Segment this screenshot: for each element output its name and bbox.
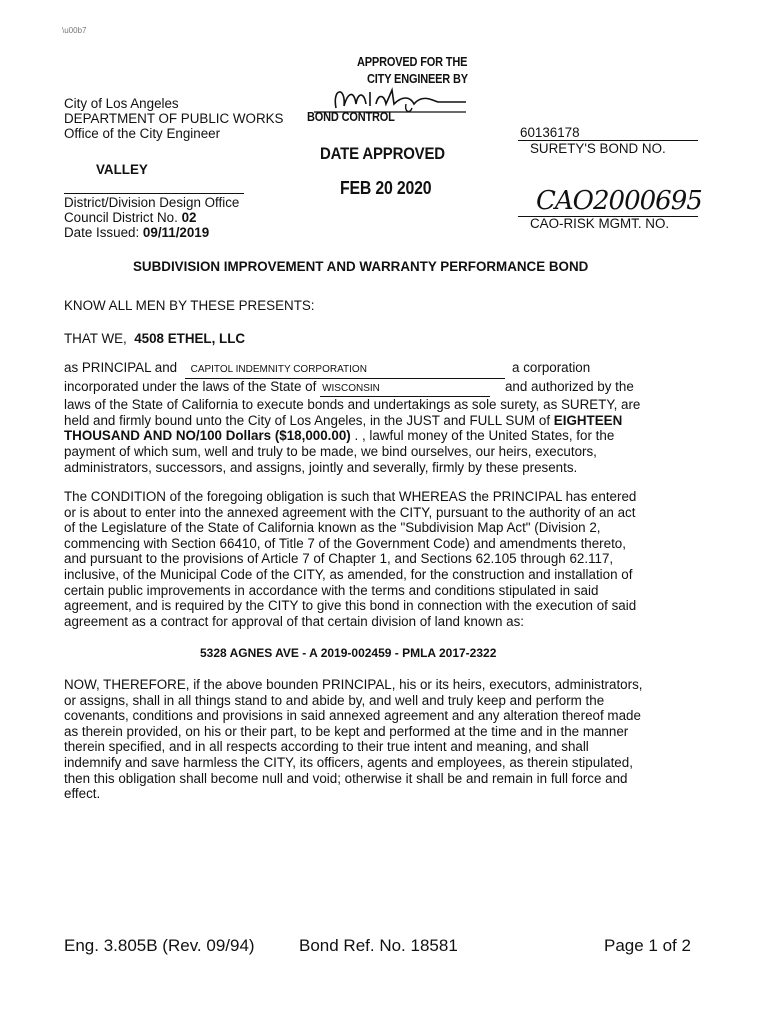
know-all-men: KNOW ALL MEN BY THESE PRESENTS: [64, 298, 315, 313]
surety-cao-label: CAO-RISK MGMT. NO. [530, 216, 670, 231]
council-label: Council District No. [64, 210, 178, 225]
stamp-bond-control: BOND CONTROL [307, 110, 395, 124]
p1-sum-amount: THOUSAND AND NO/100 Dollars ($18,000.00) [64, 428, 351, 444]
p2-line: agreement, and is required by the CITY to give this bond in connection with the execution of said [64, 598, 637, 614]
footer-bond-ref: Bond Ref. No. 18581 [299, 936, 458, 955]
office-city: City of Los Angeles [64, 96, 179, 111]
council-value: 02 [181, 210, 197, 225]
p1-lawful-money: . , lawful money of the United States, for the [354, 428, 615, 444]
stamp-date-approved: DATE APPROVED [320, 144, 445, 163]
surety-name-field [185, 360, 505, 379]
office-district: VALLEY [96, 162, 148, 177]
p3-line: as therein provided, on his or their part, to be kept and performed at the time and in the manner [64, 723, 629, 739]
stamp-approved-line1: APPROVED FOR THE [357, 55, 468, 69]
p2-line: and pursuant to the provisions of Article 7 of Chapter 1, and Sections 62.105 through 62.117, [64, 551, 614, 567]
p1-sum-words-start: EIGHTEEN [553, 412, 623, 428]
surety-name: CAPITOL INDEMNITY CORPORATION [190, 364, 367, 375]
district-underline [64, 193, 244, 194]
p3-line: effect. [64, 786, 101, 802]
footer-page: Page 1 of 2 [604, 936, 691, 955]
p1-as-principal: as PRINCIPAL and [64, 360, 178, 375]
document-title: SUBDIVISION IMPROVEMENT AND WARRANTY PERFORMANCE BOND [133, 259, 589, 274]
office-department: DEPARTMENT OF PUBLIC WORKS [64, 111, 284, 126]
p2-line: The CONDITION of the foregoing obligation is such that WHEREAS the PRINCIPAL has entered [64, 489, 637, 504]
cao-number-handwritten: CAO2000695 [536, 186, 702, 216]
p3-line: indemnify and save harmless the CITY, its officers, agents and employees, as therein stipulated, [64, 754, 633, 770]
paragraph-principal-surety [64, 360, 704, 475]
p1-line6: payment of which sum, well and truly to be made, we bind ourselves, our heirs, executors, [64, 443, 597, 459]
that-we-label: THAT WE, [64, 331, 127, 346]
surety-bond-no: 60136178 [520, 125, 580, 140]
p2-line: certain public improvements in accordance with the terms and conditions stipulated in said [64, 582, 599, 598]
date-issued-label: Date Issued: [64, 225, 140, 240]
principal-name: 4508 ETHEL, LLC [134, 331, 246, 346]
stamp-approved-line2: CITY ENGINEER BY [367, 72, 468, 86]
p1-line7: administrators, successors, and assigns, jointly and severally, firmly by these presents. [64, 459, 578, 475]
p3-line: therein specified, and in all respects according to their true intent and meaning, and shall [64, 739, 589, 755]
paragraph-now-therefore [64, 677, 704, 802]
p1-line3: laws of the State of California to execute bonds and undertakings as sole surety, as SURETY, are [64, 397, 641, 413]
date-issued-value: 09/11/2019 [142, 225, 210, 240]
p2-line: agreement as a contract for approval of that certain division of land known as: [64, 613, 525, 629]
p1-held-bound: held and firmly bound unto the City of Los Angeles, in the JUST and FULL SUM of [64, 412, 551, 428]
p1-a-corporation: a corporation [512, 360, 591, 375]
p3-line: or assigns, shall in all things stand to and abide by, and well and truly keep and perform the [64, 692, 605, 708]
p2-line: commencing with Section 66410, of Title 7 of the Government Code) and amendments thereto, [64, 535, 626, 551]
p3-line: then this obligation shall become null and void; otherwise it shall be and remain in full force and [64, 770, 628, 786]
p1-incorporated: incorporated under the laws of the State of [64, 378, 317, 394]
office-district-label: District/Division Design Office [64, 195, 240, 210]
office-date-issued [64, 225, 209, 241]
p2-line: or is about to enter into the annexed agreement with the CITY, pursuant to the authority of an act [64, 504, 636, 520]
p1-line1 [64, 360, 704, 379]
surety-bond-no-label: SURETY'S BOND NO. [530, 141, 666, 156]
state-name: WISCONSIN [322, 382, 380, 394]
p1-line5 [64, 428, 704, 444]
p2-line: of the Legislature of the State of California known as the "Subdivision Map Act" (Division 2, [64, 520, 601, 536]
p2-line: inclusive, of the Municipal Code of the CITY, as amended, for the construction and installation of [64, 566, 633, 582]
that-we-line [64, 331, 245, 347]
p1-authorized: and authorized by the [504, 378, 634, 394]
footer-form-no: Eng. 3.805B (Rev. 09/94) [64, 936, 255, 955]
p3-line: covenants, conditions and provisions in said annexed agreement and any alteration thereof made [64, 708, 641, 724]
p1-line2 [64, 379, 704, 398]
paragraph-condition [64, 489, 704, 629]
office-council [64, 210, 197, 226]
scan-specks: \u00b7 [62, 26, 87, 35]
p1-line4 [64, 413, 704, 429]
land-reference: 5328 AGNES AVE - A 2019-002459 - PMLA 2017-2322 [200, 646, 497, 660]
p3-line: NOW, THEREFORE, if the above bounden PRINCIPAL, his or its heirs, executors, administrators, [64, 677, 643, 692]
state-field [320, 379, 490, 398]
stamp-date-value: FEB 20 2020 [340, 178, 432, 198]
office-engineer: Office of the City Engineer [64, 126, 221, 141]
